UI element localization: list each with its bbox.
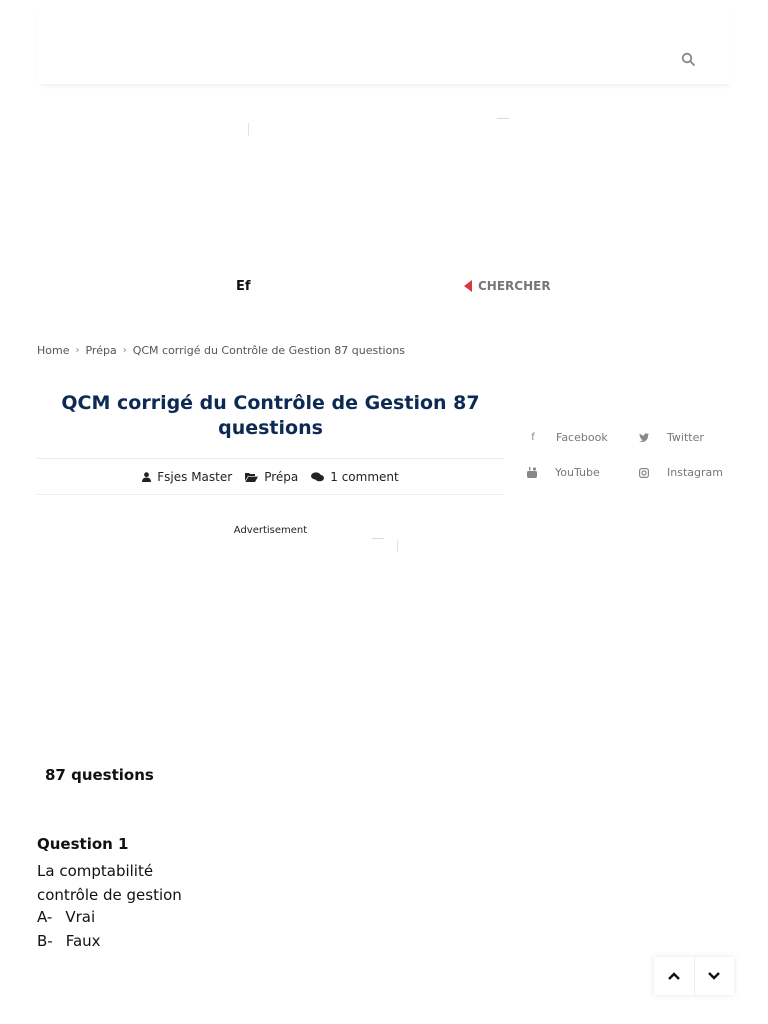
scroll-down-button[interactable]	[694, 957, 735, 995]
ad-divider	[248, 123, 249, 136]
social-facebook[interactable]	[528, 431, 608, 444]
comments-link[interactable]	[311, 470, 398, 484]
page-title: QCM corrigé du Contrôle de Gestion 87 questions	[61, 392, 480, 439]
search-cta-label: CHERCHER	[478, 279, 551, 293]
question-count: 87 questions	[45, 766, 154, 784]
post-meta	[37, 458, 504, 495]
scroll-up-button[interactable]	[654, 957, 694, 995]
answer-option	[37, 932, 101, 950]
ad-divider	[397, 540, 398, 552]
user-icon	[142, 472, 151, 482]
author-link[interactable]	[142, 470, 232, 484]
social-youtube-label: YouTube	[555, 466, 600, 479]
comments-icon	[311, 472, 324, 482]
site-header	[37, 0, 733, 84]
author-name: Fsjes Master	[157, 469, 233, 484]
chevron-right-icon: ›	[75, 345, 80, 356]
social-instagram-label: Instagram	[667, 466, 723, 479]
social-youtube[interactable]	[527, 466, 600, 479]
option-letter: A-	[37, 908, 53, 926]
youtube-icon	[527, 467, 537, 478]
option-text: Vrai	[65, 908, 96, 926]
folder-open-icon	[245, 472, 258, 482]
breadcrumb-home[interactable]: Home	[37, 344, 70, 357]
question-line: contrôle de gestion	[37, 886, 182, 904]
search-button[interactable]	[678, 49, 698, 69]
twitter-icon	[639, 433, 649, 442]
question-text	[37, 859, 182, 907]
category-name: Prépa	[264, 469, 299, 484]
category-link[interactable]	[245, 470, 298, 484]
social-instagram[interactable]	[639, 466, 723, 479]
breadcrumb	[37, 344, 406, 357]
question-title: Question 1	[37, 835, 129, 853]
breadcrumb-current: QCM corrigé du Contrôle de Gestion 87 questions	[132, 344, 406, 357]
scroll-controls	[654, 957, 734, 995]
search-icon	[681, 52, 695, 66]
instagram-icon	[639, 468, 649, 478]
chevron-right-icon: ›	[122, 345, 127, 356]
social-twitter[interactable]	[639, 431, 704, 444]
facebook-icon: f	[531, 432, 535, 443]
search-cta-button[interactable]	[464, 279, 551, 293]
social-twitter-label: Twitter	[667, 431, 704, 444]
chevron-down-icon	[708, 972, 720, 980]
chevron-up-icon	[668, 972, 680, 980]
ad-divider	[372, 538, 384, 539]
promo-text: Ef	[236, 279, 251, 294]
answer-option	[37, 908, 95, 926]
caret-left-icon	[464, 280, 472, 292]
ad-divider	[497, 118, 509, 119]
comments-count: 1 comment	[330, 469, 399, 484]
option-letter: B-	[37, 932, 53, 950]
breadcrumb-category[interactable]: Prépa	[85, 344, 117, 357]
question-line: La comptabilité	[37, 862, 154, 880]
option-text: Faux	[65, 932, 101, 950]
social-facebook-label: Facebook	[556, 431, 608, 444]
advertisement-label: Advertisement	[233, 525, 308, 536]
